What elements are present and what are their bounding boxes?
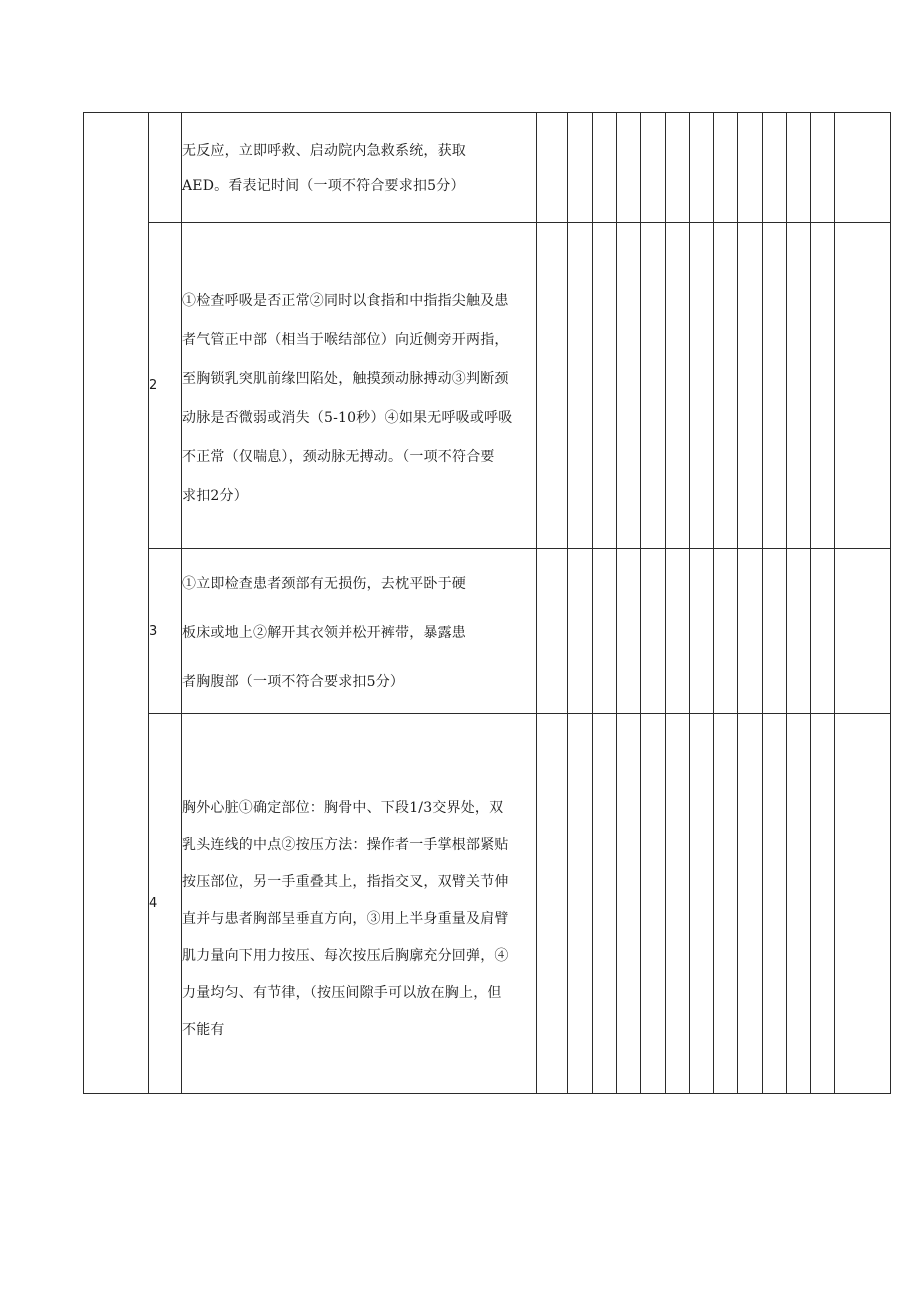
description-line: 动脉是否微弱或消失（5-10秒）④如果无呼吸或呼吸 — [182, 410, 513, 426]
item-number: 4 — [149, 714, 182, 1094]
table-row — [84, 549, 891, 714]
description-line: 板床或地上②解开其衣领并松开裤带，暴露患 — [182, 625, 466, 641]
score-cell — [738, 549, 763, 714]
score-cell — [690, 113, 714, 223]
remarks-cell — [835, 223, 891, 549]
description-line: 直并与患者胸部呈垂直方向，③用上半身重量及肩臂 — [182, 910, 509, 927]
score-cell — [787, 549, 811, 714]
table-row — [84, 113, 891, 223]
score-cell — [763, 714, 787, 1094]
description-line: 肌力量向下用力按压、每次按压后胸廓充分回弹，④ — [182, 947, 509, 964]
category-cell — [84, 113, 149, 1094]
score-cell — [666, 223, 690, 549]
score-cell — [537, 113, 568, 223]
scoring-table — [83, 112, 891, 1094]
description-line: AED。看表记时间（一项不符合要求扣5分） — [182, 178, 465, 194]
score-cell — [738, 113, 763, 223]
description-line: 求扣2分） — [182, 488, 248, 504]
score-cell — [617, 223, 641, 549]
score-cell — [787, 113, 811, 223]
score-cell — [763, 113, 787, 223]
score-cell — [666, 549, 690, 714]
item-number — [149, 113, 182, 223]
description-line: 者胸腹部（一项不符合要求扣5分） — [182, 674, 405, 690]
score-cell — [738, 223, 763, 549]
score-cell — [641, 223, 666, 549]
score-cell — [617, 113, 641, 223]
remarks-cell — [835, 714, 891, 1094]
description-line: ①检查呼吸是否正常②同时以食指和中指指尖触及患 — [182, 293, 509, 309]
item-description — [182, 223, 537, 549]
score-cell — [537, 549, 568, 714]
score-cell — [617, 714, 641, 1094]
description-line: 不正常（仅喘息），颈动脉无搏动。（一项不符合要 — [182, 449, 495, 465]
score-cell — [811, 223, 835, 549]
score-cell — [690, 223, 714, 549]
table-row — [84, 223, 891, 549]
score-cell — [617, 549, 641, 714]
score-cell — [568, 113, 593, 223]
score-cell — [714, 549, 738, 714]
score-cell — [666, 113, 690, 223]
description-line: 不能有 — [182, 1021, 225, 1038]
description-line: ①立即检查患者颈部有无损伤，去枕平卧于硬 — [182, 576, 466, 592]
score-cell — [537, 714, 568, 1094]
score-cell — [593, 714, 617, 1094]
score-cell — [811, 113, 835, 223]
score-cell — [714, 223, 738, 549]
score-cell — [641, 714, 666, 1094]
description-line: 无反应，立即呼救、启动院内急救系统，获取 — [182, 143, 466, 159]
score-cell — [593, 113, 617, 223]
item-number: 3 — [149, 549, 182, 714]
score-cell — [593, 223, 617, 549]
score-cell — [568, 223, 593, 549]
description-line: 者气管正中部（相当于喉结部位）向近侧旁开两指， — [182, 332, 509, 348]
description-line: 至胸锁乳突肌前缘凹陷处，触摸颈动脉搏动③判断颈 — [182, 371, 509, 387]
score-cell — [763, 223, 787, 549]
description-line: 力量均匀、有节律，（按压间隙手可以放在胸上，但 — [182, 984, 502, 1001]
score-cell — [537, 223, 568, 549]
score-cell — [666, 714, 690, 1094]
description-line: 按压部位，另一手重叠其上，指指交叉，双臂关节伸 — [182, 873, 509, 890]
score-cell — [568, 549, 593, 714]
score-cell — [811, 549, 835, 714]
score-cell — [787, 714, 811, 1094]
item-number: 2 — [149, 223, 182, 549]
score-cell — [738, 714, 763, 1094]
table-row — [84, 714, 891, 1094]
score-cell — [641, 549, 666, 714]
item-description — [182, 549, 537, 714]
score-cell — [568, 714, 593, 1094]
score-cell — [690, 549, 714, 714]
item-description — [182, 113, 537, 223]
score-cell — [593, 549, 617, 714]
description-line: 乳头连线的中点②按压方法：操作者一手掌根部紧贴 — [182, 836, 509, 853]
score-cell — [714, 113, 738, 223]
score-cell — [763, 549, 787, 714]
score-cell — [690, 714, 714, 1094]
item-description — [182, 714, 537, 1094]
remarks-cell — [835, 113, 891, 223]
score-cell — [787, 223, 811, 549]
score-cell — [641, 113, 666, 223]
description-line: 胸外心脏①确定部位：胸骨中、下段1/3交界处，双 — [182, 799, 504, 816]
remarks-cell — [835, 549, 891, 714]
score-cell — [811, 714, 835, 1094]
score-cell — [714, 714, 738, 1094]
